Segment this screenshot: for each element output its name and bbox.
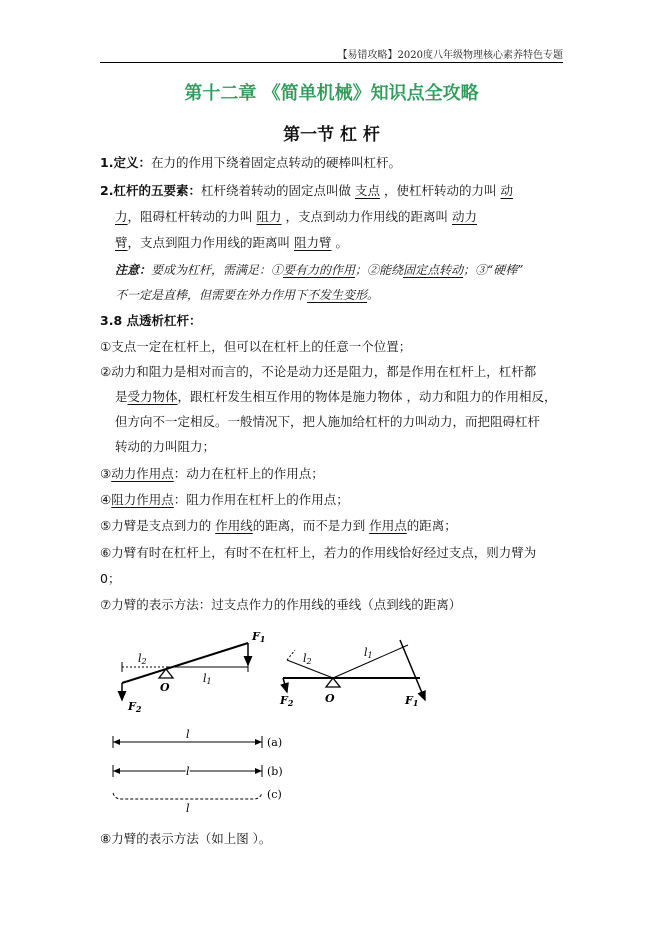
right-l2-label: l2 bbox=[303, 652, 312, 666]
five-elements-label: 2.杠杆的五要素： bbox=[100, 183, 201, 198]
lever-figure bbox=[100, 620, 560, 825]
text: ：动力在杠杆上的作用点； bbox=[173, 466, 324, 481]
header-rule bbox=[100, 62, 563, 63]
underline: 作用线 bbox=[215, 518, 253, 533]
right-fulcrum bbox=[326, 678, 340, 687]
right-o-label: O bbox=[325, 692, 335, 705]
note-label: 注意： bbox=[115, 263, 152, 277]
definition-line bbox=[100, 155, 401, 171]
right-f1-label: F1 bbox=[405, 694, 419, 708]
left-f2-label: F2 bbox=[128, 700, 142, 714]
analysis-item-6a: ⑥力臂有时在杠杆上，有时不在杠杆上，若力的作用线恰好经过支点，则力臂为 bbox=[100, 545, 537, 560]
text: ，阻碍杠杆转动的力叫 bbox=[127, 209, 253, 224]
right-f1-arrow bbox=[400, 640, 425, 700]
right-l1-label: l1 bbox=[364, 646, 373, 660]
mark-c-l: l bbox=[186, 802, 190, 815]
answer-fulcrum: 支点 bbox=[354, 183, 380, 198]
right-lever-diagram bbox=[279, 640, 425, 708]
analysis-item-5 bbox=[100, 518, 457, 534]
analysis-item-1: ①支点一定在杠杆上，但可以在杠杆上的任意一个位置； bbox=[100, 339, 412, 354]
answer-effort-1: 动 bbox=[500, 183, 513, 198]
answer-resistance: 阻力 bbox=[256, 209, 282, 224]
analysis-item-2b bbox=[115, 389, 557, 405]
left-f1-label: F1 bbox=[252, 630, 266, 644]
arm-mark-b bbox=[113, 765, 283, 778]
note-underline: 固定点转动 bbox=[403, 263, 464, 277]
analysis-item-8: ⑧力臂的表示方法（如上图 ）。 bbox=[100, 831, 272, 846]
underline: 阻力作用点 bbox=[111, 492, 174, 507]
definition-text: 在力的作用下绕着固定点转动的硬棒叫杠杆。 bbox=[150, 155, 401, 170]
text: ；②能绕 bbox=[355, 263, 404, 277]
right-dash bbox=[287, 650, 295, 660]
left-l1-label: l1 bbox=[203, 672, 212, 686]
right-f2-arrow bbox=[283, 678, 287, 692]
text: 。 bbox=[367, 288, 380, 302]
analysis-item-4 bbox=[100, 492, 349, 508]
arm-mark-c bbox=[113, 788, 282, 815]
analysis-title bbox=[100, 313, 202, 329]
analysis-item-2a: ②动力和阻力是相对而言的，不论是动力还是阻力，都是作用在杠杆上，杠杆都 bbox=[100, 364, 537, 379]
analysis-item-3 bbox=[100, 466, 324, 482]
answer-resistance-arm: 阻力臂 bbox=[294, 235, 332, 250]
text: 不一定是直棒，但需要在外力作用下 bbox=[115, 288, 308, 302]
mark-b-l: l bbox=[186, 765, 190, 778]
mark-a-label: (a) bbox=[267, 736, 283, 749]
left-lever-diagram bbox=[122, 630, 265, 714]
underline: 动力作用点 bbox=[111, 466, 174, 481]
underline: 受力物体 bbox=[127, 389, 178, 404]
text: 。 bbox=[335, 235, 349, 250]
analysis-item-2d: 转动的力叫阻力； bbox=[115, 439, 216, 454]
text: ⑤力臂是支点到力的 bbox=[100, 518, 216, 533]
mark-a-l: l bbox=[186, 728, 190, 741]
text: ，支点到动力作用线的距离叫 bbox=[285, 209, 449, 224]
text: 是 bbox=[115, 389, 128, 404]
left-o-label: O bbox=[160, 681, 170, 694]
answer-effort-arm-1: 动力 bbox=[452, 209, 478, 224]
chapter-title: 第十二章 《简单机械》知识点全攻略 bbox=[184, 83, 479, 104]
text: ，使杠杆转动的力叫 bbox=[383, 183, 497, 198]
text: 要成为杠杆，需满足：① bbox=[151, 263, 284, 277]
page-header: 【易错攻略】2020度八年级物理核心素养特色专题 bbox=[337, 50, 563, 61]
num: ③ bbox=[100, 466, 112, 481]
note-underline: 不发生变形 bbox=[307, 288, 368, 302]
note-line-1 bbox=[115, 262, 523, 278]
analysis-item-6b: 0； bbox=[100, 571, 121, 586]
note-line-2 bbox=[115, 287, 379, 303]
note-underline: 要有力的作用 bbox=[283, 263, 356, 277]
mark-b-label: (b) bbox=[267, 765, 283, 778]
analysis-item-2c: 但方向不一定相反。一般情况下，把人施加给杠杆的力叫动力，而把阻碍杠杆 bbox=[115, 414, 541, 429]
five-elements-line-3 bbox=[115, 235, 348, 251]
text: ：阻力作用在杠杆上的作用点； bbox=[173, 492, 349, 507]
num: ④ bbox=[100, 492, 112, 507]
text: 杠杆绕着转动的固定点叫做 bbox=[200, 183, 351, 198]
answer-effort-arm-2: 臂 bbox=[115, 235, 128, 250]
text: ，支点到阻力作用线的距离叫 bbox=[127, 235, 291, 250]
text: ，跟杠杆发生相互作用的物体是施力物体 ，动力和阻力的作用相反， bbox=[177, 389, 557, 404]
text: 的距离； bbox=[406, 518, 457, 533]
analysis-item-7: ⑦力臂的表示方法：过支点作力的作用线的垂线（点到线的距离） bbox=[100, 597, 462, 612]
arm-mark-a bbox=[113, 728, 282, 749]
section-title: 第一节 杠 杆 bbox=[283, 125, 380, 145]
text: 的距离，而不是力到 bbox=[252, 518, 370, 533]
right-f2-label: F2 bbox=[280, 694, 294, 708]
five-elements-line-2 bbox=[115, 209, 477, 225]
analysis-title-text: 3.8 点透析杠杆： bbox=[100, 313, 202, 328]
definition-label: 1.定义： bbox=[100, 155, 151, 170]
answer-effort-2: 力 bbox=[115, 209, 128, 224]
underline: 作用点 bbox=[369, 518, 407, 533]
five-elements-line-1 bbox=[100, 183, 513, 199]
text: ；③“硬棒” bbox=[463, 263, 524, 277]
right-l1-line bbox=[333, 645, 408, 678]
left-l2-label: l2 bbox=[138, 652, 147, 666]
mark-c-label: (c) bbox=[267, 788, 282, 801]
